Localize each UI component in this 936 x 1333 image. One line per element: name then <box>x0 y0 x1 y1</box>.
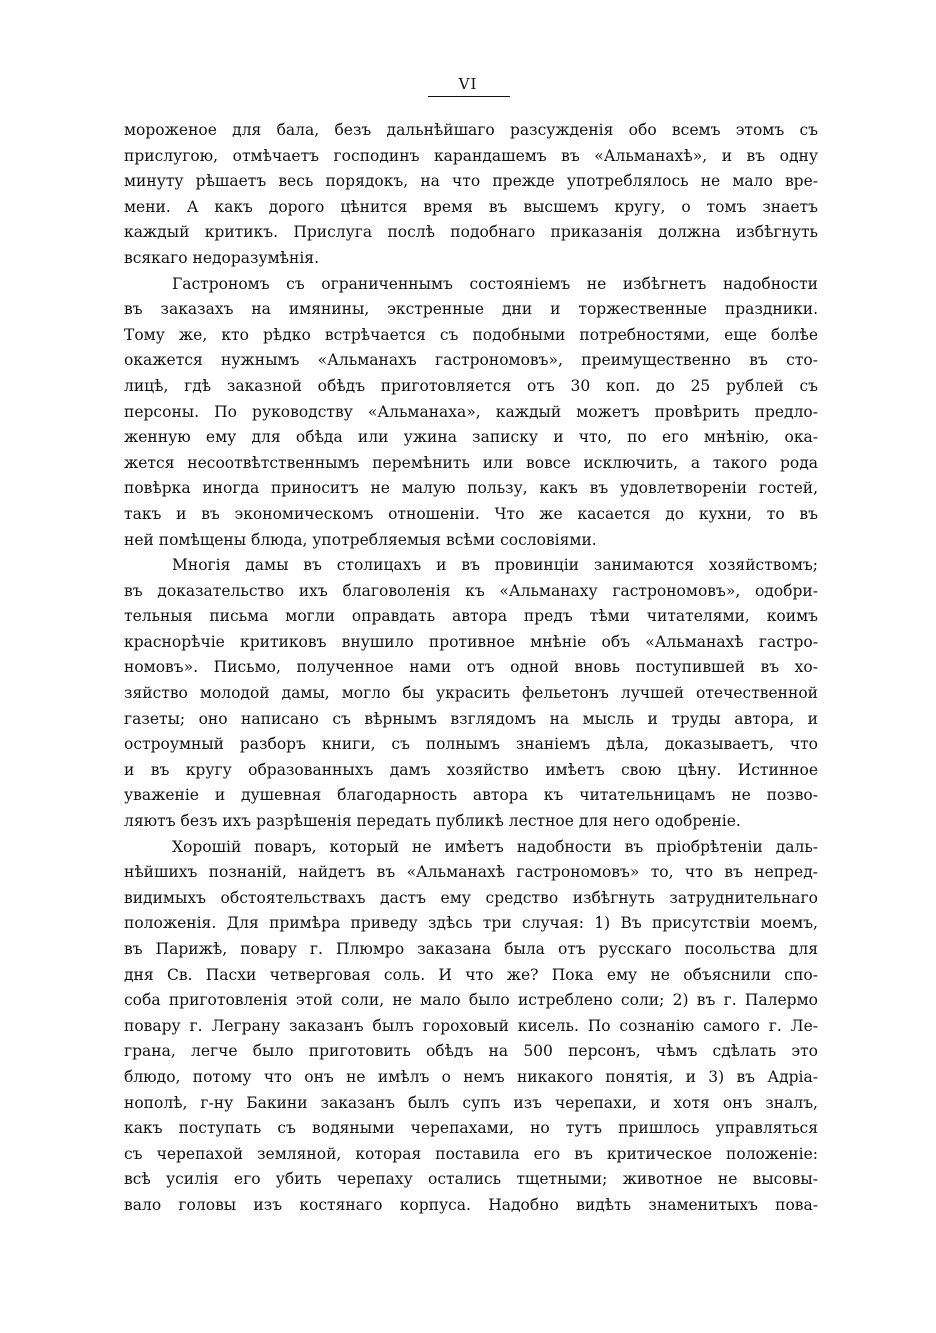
text-line: ней помѣщены блюда, употребляемыя всѣми сословіями. <box>124 530 597 549</box>
text-line: нѣйшихъ познаній, найдетъ въ «Альманахѣ гастрономовъ» то, что въ непред- <box>124 863 818 882</box>
text-line: такъ и въ экономическомъ отношеніи. Что же касается до кухни, то въ <box>124 504 818 523</box>
text-line: нополѣ, г-ну Бакини заказанъ былъ супъ изъ черепахи, и хотя онъ зналъ, <box>124 1093 818 1112</box>
text-line: всѣ усилія его убить черепаху остались тщетными; животное не высовы- <box>124 1170 818 1189</box>
text-line: мороженое для бала, безъ дальнѣйшаго разсужденія обо всемъ этомъ съ <box>124 121 818 139</box>
text-line: въ Парижѣ, повару г. Плюмро заказана была отъ русскаго посольства для <box>124 940 818 958</box>
text-line: ляютъ безъ ихъ разрѣшенія передать публикѣ лестное для него одобреніе. <box>124 812 741 831</box>
text-line: какъ поступать съ водяными черепахами, но тутъ пришлось управляться <box>124 1119 818 1138</box>
text-line: Тому же, кто рѣдко встрѣчается съ подобными потребностями, еще болѣе <box>124 325 818 344</box>
text-line: жется несоотвѣтственнымъ перемѣнить или вовсе исключить, а такого рода <box>124 453 818 472</box>
paragraph-2 <box>124 272 818 554</box>
paragraph-3 <box>124 553 818 835</box>
text-line: грана, легче было приготовить обѣдъ на 500 персонъ, чѣмъ сдѣлать это <box>124 1042 818 1061</box>
text-line: соба приготовленія этой соли, не мало было истреблено соли; 2) въ г. Палермо <box>124 991 818 1010</box>
text-line: въ доказательство ихъ благоволенія къ «Альманаху гастрономовъ», одобри- <box>124 581 818 600</box>
text-line: вало головы изъ костянаго корпуса. Надобно видѣть знаменитыхъ пова- <box>124 1195 818 1214</box>
text-line: зяйство молодой дамы, могло бы украсить фельетонъ лучшей отечественной <box>124 684 818 703</box>
text-line: минуту рѣшаетъ весь порядокъ, на что прежде употреблялось не мало вре- <box>124 172 818 191</box>
text-line: женную ему для обѣда или ужина записку и что, по его мнѣнію, ока- <box>124 428 818 447</box>
header-rule <box>428 96 510 97</box>
text-line: уваженіе и душевная благодарность автора къ читательницамъ не позво- <box>124 786 818 805</box>
text-line: лицѣ, гдѣ заказной обѣдъ приготовляется отъ 30 коп. до 25 рублей съ <box>124 376 818 395</box>
text-line: въ заказахъ на имянины, экстренные дни и торжественные праздники. <box>124 300 818 319</box>
text-line: повару г. Леграну заказанъ былъ гороховый кисель. По сознанію самого г. Ле- <box>124 1016 818 1035</box>
text-line: блюдо, потому что онъ не имѣлъ о немъ никакого понятія, и 3) въ Адріа- <box>124 1067 818 1086</box>
text-line: окажется нужнымъ «Альманахъ гастрономовъ», преимущественно въ сто- <box>124 351 818 370</box>
text-line: всякаго недоразумѣнія. <box>124 248 320 267</box>
text-line: Многія дамы въ столицахъ и въ провинціи занимаются хозяйствомъ; <box>172 556 818 575</box>
text-line: каждый критикъ. Прислуга послѣ подобнаго приказанія должна избѣгнуть <box>124 223 818 242</box>
body-text <box>124 118 818 1219</box>
text-line: персоны. По руководству «Альманаха», каждый можетъ провѣрить предло- <box>124 402 818 421</box>
paragraph-1 <box>124 118 818 272</box>
text-line: номовъ». Письмо, полученное нами отъ одной вновь поступившей въ хо- <box>124 658 818 677</box>
page-number: VI <box>458 75 478 93</box>
text-line: прислугою, отмѣчаетъ господинъ карандашемъ въ «Альманахѣ», и въ одну <box>124 146 818 165</box>
text-line: видимыхъ обстоятельствахъ дастъ ему средство избѣгнуть затруднительнаго <box>124 888 818 907</box>
paragraph-4 <box>124 835 818 1219</box>
text-line: мени. А какъ дорого цѣнится время въ высшемъ кругу, о томъ знаетъ <box>124 197 818 216</box>
text-line: газеты; оно написано съ вѣрнымъ взглядомъ на мысль и труды автора, и <box>124 709 818 728</box>
text-line: тельныя письма могли оправдать автора предъ тѣми читателями, коимъ <box>124 607 818 626</box>
text-line: Хорошій поваръ, который не имѣетъ надобности въ пріобрѣтеніи даль- <box>172 837 818 856</box>
text-line: краснорѣчіе критиковъ внушило противное мнѣніе объ «Альманахѣ гастро- <box>124 632 818 651</box>
text-line: дня Св. Пасхи четверговая соль. И что же? Пока ему не объяснили спо- <box>124 965 818 984</box>
text-line: и въ кругу образованныхъ дамъ хозяйство имѣетъ свою цѣну. Истинное <box>124 760 818 779</box>
text-line: Гастрономъ съ ограниченнымъ состояніемъ не избѣгнетъ надобности <box>172 274 818 293</box>
text-line: положенія. Для примѣра приведу здѣсь три случая: 1) Въ присутствіи моемъ, <box>124 914 818 933</box>
text-line: повѣрка иногда приноситъ не малую пользу, какъ въ удовлетвореніи гостей, <box>124 479 818 498</box>
text-line: съ черепахой земляной, которая поставила его въ критическое положеніе: <box>124 1144 818 1163</box>
text-line: остроумный разборъ книги, съ полнымъ знаніемъ дѣла, доказываетъ, что <box>124 735 818 754</box>
